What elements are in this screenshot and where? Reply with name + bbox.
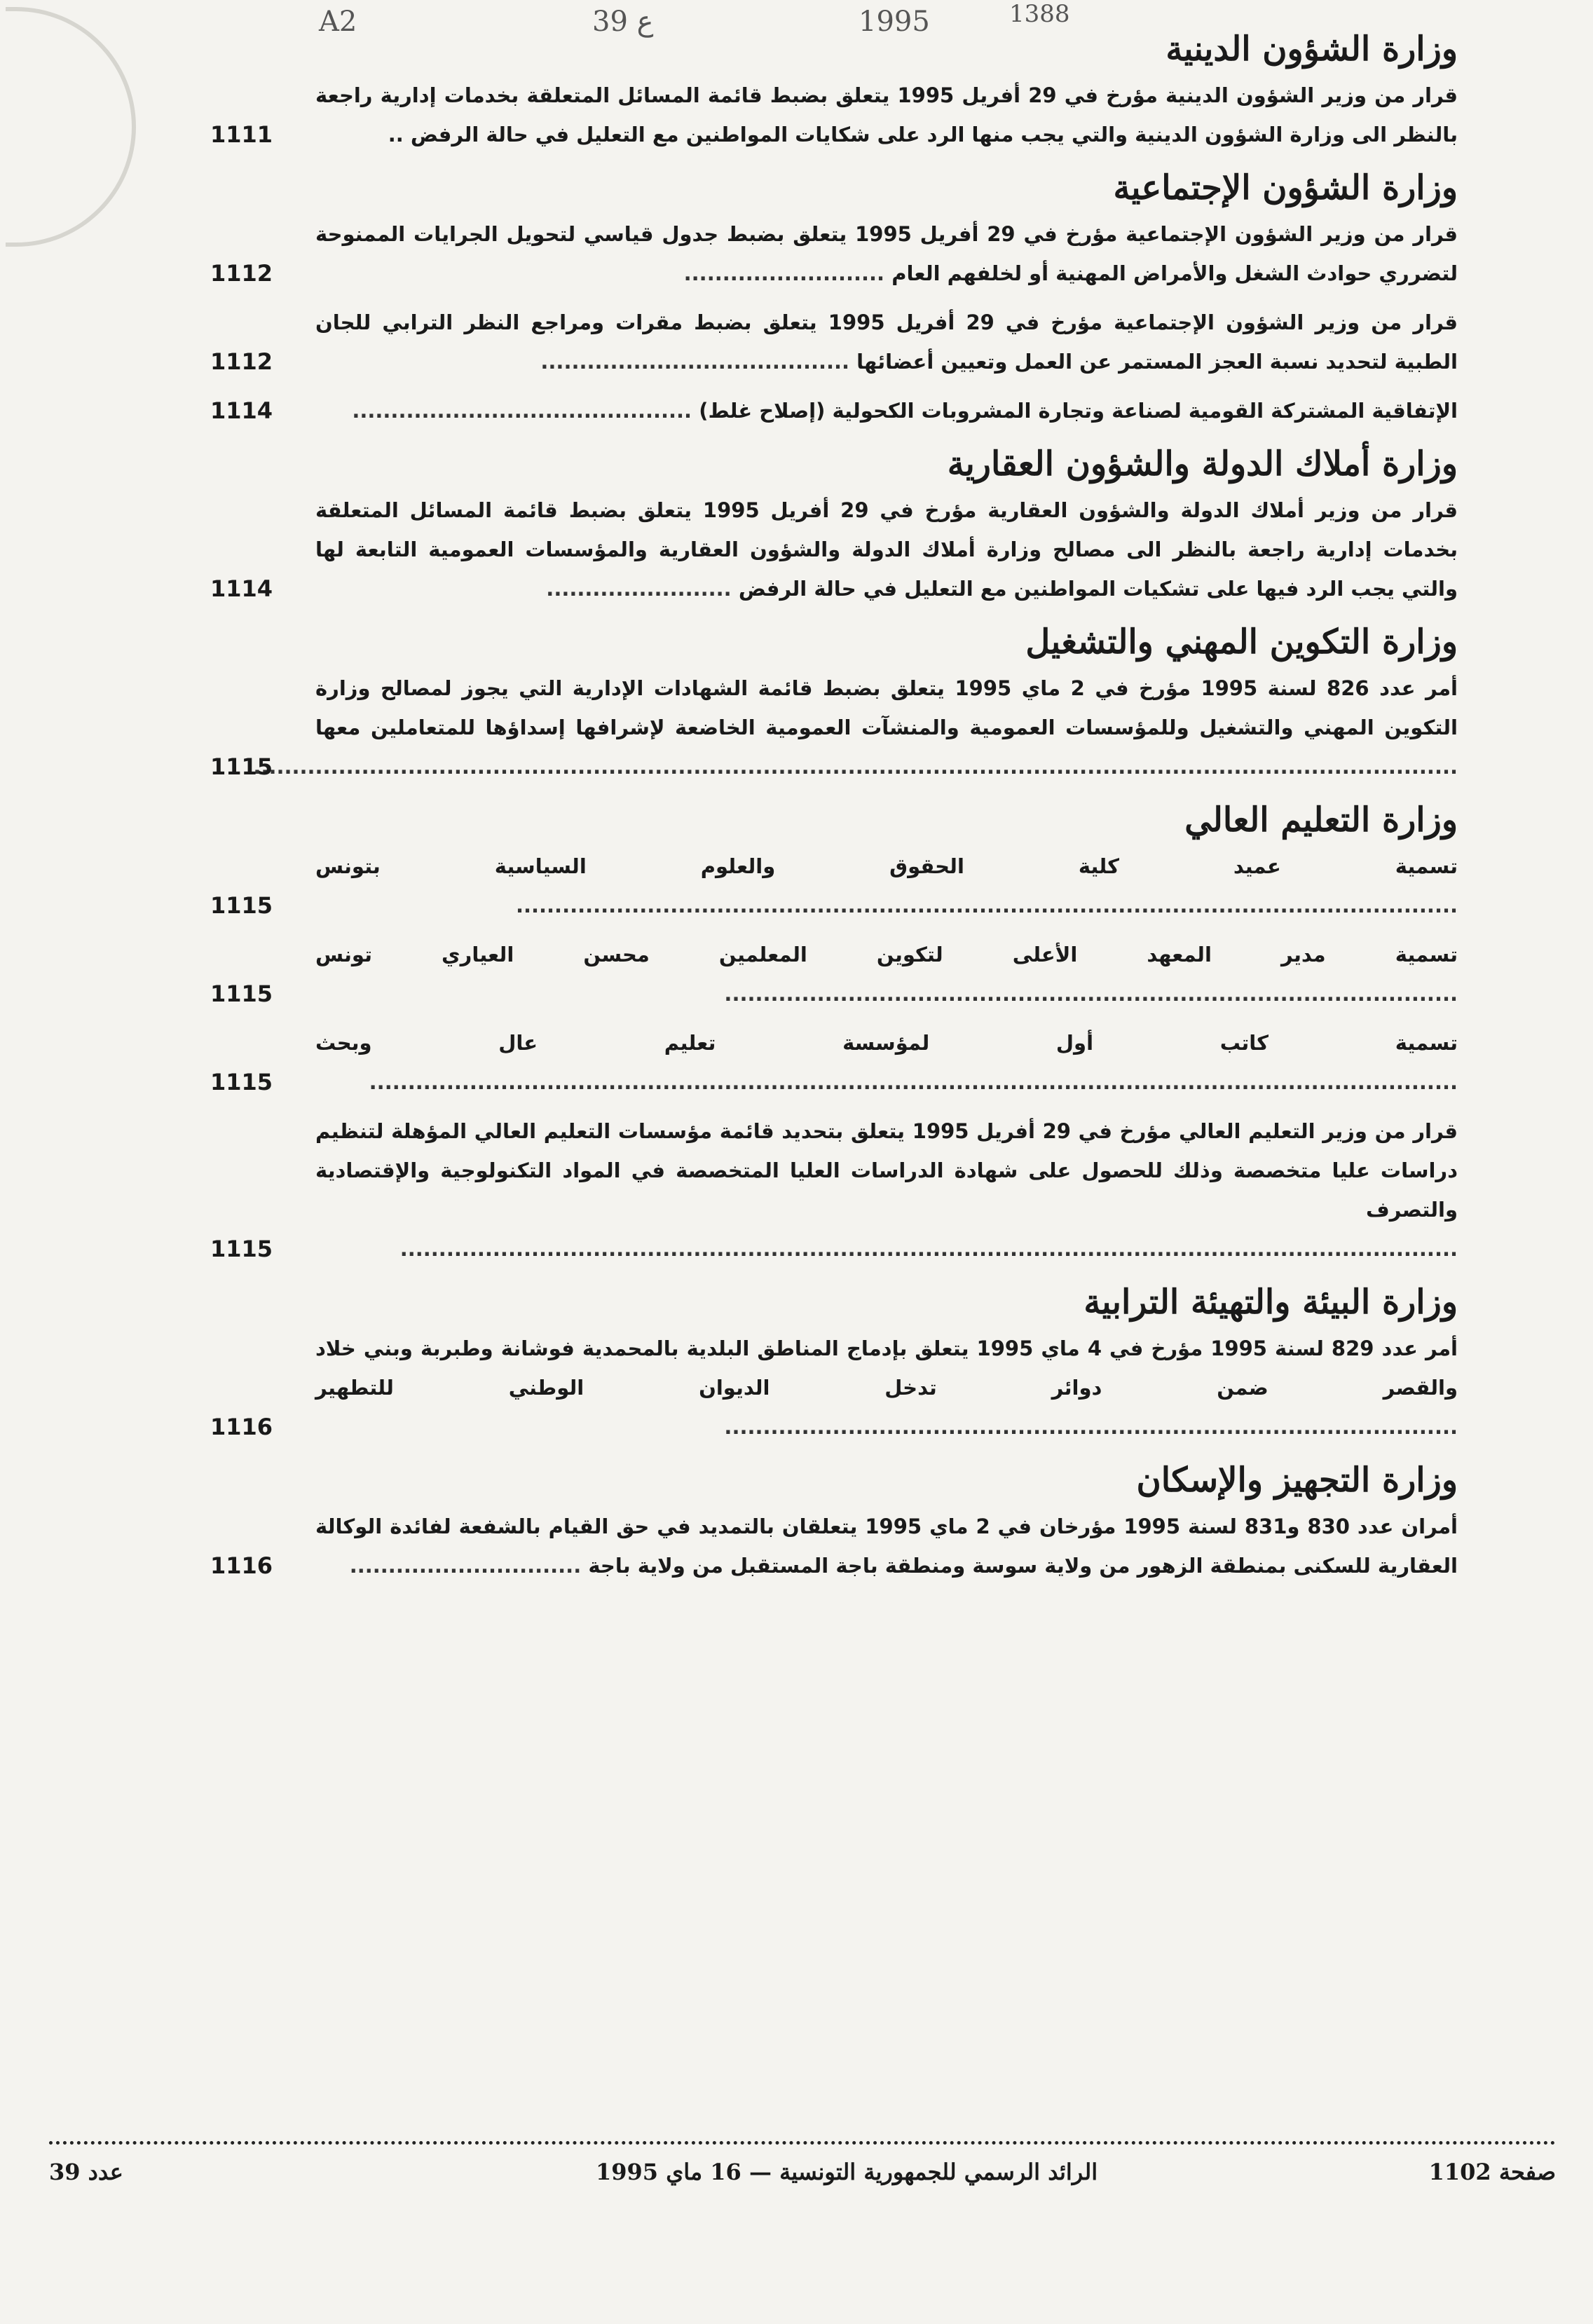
entry-text: قرار من وزير التعليم العالي مؤرخ في 29 أفريل 1995 يتعلق بتحديد قائمة مؤسسات التعليم العالي المؤهلة لتنظيم دراسات عليا متخصصة وذلك للحصول على شهادة الدراسات العليا المتخصصة في المواد التكنولوجية والإقتصادية والتصرف	[315, 1119, 1458, 1222]
entry-page-number: 1114	[210, 397, 273, 424]
leader-dots: ........................................	[540, 350, 850, 374]
footer-divider	[49, 2141, 1556, 2145]
section	[210, 1278, 1458, 1447]
toc-entry	[210, 214, 1458, 293]
footer-journal-title: الرائد الرسمي للجمهورية التونسية — 16 ماي 1995	[596, 2159, 1098, 2185]
entry-page-number: 1115	[210, 1069, 273, 1095]
handwritten-note-c: 1995	[859, 6, 930, 38]
toc-entry	[210, 1112, 1458, 1269]
toc-entry	[210, 391, 1458, 430]
section-heading: وزارة التعليم العالي	[1184, 800, 1458, 840]
entry-text: أمران عدد 830 و831 لسنة 1995 مؤرخان في 2 ماي 1995 يتعلقان بالتمديد في حق القيام بالشفعة لفائدة الوكالة العقارية للسكنى بمنطقة الزهور من ولاية سوسة ومنطقة باجة المستقبل من ولاية باجة	[315, 1515, 1458, 1578]
footer-issue-number: عدد 39	[49, 2159, 123, 2185]
entry-page-number: 1112	[210, 348, 273, 375]
leader-dots: .........................................................................................................................................	[399, 1237, 1458, 1261]
entry-text: قرار من وزير الشؤون الدينية مؤرخ في 29 أفريل 1995 يتعلق بضبط قائمة المسائل المتعلقة بخدمات إدارية راجعة بالنظر الى وزارة الشؤون الدينية والتي يجب منها الرد على شكايات المواطنين مع التعليل في حالة الرفض ..	[315, 83, 1458, 146]
handwritten-note-a: A2	[319, 6, 357, 38]
entry-text: تسمية كاتب أول لمؤسسة تعليم عال وبحث	[315, 1031, 1458, 1055]
entry-text: الإتفاقية المشتركة القومية لصناعة وتجارة المشروبات الكحولية (إصلاح غلط)	[699, 399, 1458, 423]
entry-text: تسمية عميد كلية الحقوق والعلوم السياسية بتونس	[315, 854, 1458, 878]
leader-dots: ........................	[546, 577, 732, 601]
toc-entry	[210, 1329, 1458, 1447]
section-heading: وزارة الشؤون الدينية	[1165, 29, 1458, 69]
entry-page-number: 1112	[210, 260, 273, 287]
section-heading: وزارة التجهيز والإسكان	[1136, 1461, 1458, 1500]
page-footer	[49, 2159, 1556, 2194]
entry-page-number: 1115	[210, 753, 273, 780]
entry-text: قرار من وزير أملاك الدولة والشؤون العقارية مؤرخ في 29 أفريل 1995 يتعلق بضبط قائمة المسائل المتعلقة بخدمات إدارية راجعة بالنظر الى مصالح وزارة أملاك الدولة والشؤون العقارية والمؤسسات العمومية التابعة لها والتي يجب الرد فيها على تشكيات المواطنين مع التعليل في حالة الرفض	[315, 498, 1458, 601]
leader-dots: ...............................................................................................	[724, 982, 1458, 1006]
leader-dots: .............................................................................................................................................	[369, 1070, 1458, 1094]
section	[210, 618, 1458, 786]
entry-text: قرار من وزير الشؤون الإجتماعية مؤرخ في 29 أفريل 1995 يتعلق بضبط مقرات ومراجع النظر الترابي للجان الطبية لتحديد نسبة العجز المستمر عن العمل وتعيين أعضائها	[315, 310, 1458, 374]
entry-text: تسمية مدير المعهد الأعلى لتكوين المعلمين محسن العياري تونس	[315, 943, 1458, 966]
leader-dots: ..............................	[349, 1554, 582, 1578]
toc-entry	[210, 1507, 1458, 1585]
entry-page-number: 1116	[210, 1552, 273, 1579]
entry-page-number: 1115	[210, 1236, 273, 1262]
section	[210, 164, 1458, 430]
entry-page-number: 1116	[210, 1414, 273, 1440]
toc-entry	[210, 303, 1458, 381]
entry-page-number: 1115	[210, 892, 273, 919]
faded-stamp	[6, 7, 136, 247]
toc-entry	[210, 847, 1458, 925]
entry-page-number: 1111	[210, 121, 273, 148]
handwritten-note-b: 39 ع	[592, 6, 654, 38]
section	[210, 1456, 1458, 1585]
section-heading: وزارة الشؤون الإجتماعية	[1113, 168, 1458, 207]
toc-entry	[210, 935, 1458, 1013]
leader-dots: ..........................	[683, 261, 885, 285]
footer-page-number: صفحة 1102	[1428, 2159, 1556, 2185]
entry-text: قرار من وزير الشؤون الإجتماعية مؤرخ في 29 أفريل 1995 يتعلق بضبط جدول قياسي لتحويل الجرايات الممنوحة لتضرري حوادث الشغل والأمراض المهنية أو لخلفهم العام	[315, 222, 1458, 285]
entry-page-number: 1114	[210, 575, 273, 602]
section	[210, 796, 1458, 1269]
toc-entry	[210, 76, 1458, 154]
section-heading: وزارة أملاك الدولة والشؤون العقارية	[947, 444, 1458, 484]
leader-dots: ..........................................................................................................................	[515, 894, 1458, 917]
leader-dots: ............................................................................................................................................................	[253, 755, 1458, 779]
leader-dots: ............................................	[352, 399, 692, 423]
section	[210, 440, 1458, 608]
section-heading: وزارة التكوين المهني والتشغيل	[1025, 622, 1458, 662]
section-heading: وزارة البيئة والتهيئة الترابية	[1083, 1283, 1458, 1322]
entry-page-number: 1115	[210, 980, 273, 1007]
toc-entry	[210, 491, 1458, 608]
section	[210, 25, 1458, 154]
toc-entry	[210, 669, 1458, 786]
table-of-contents	[210, 21, 1458, 1595]
entry-text: أمر عدد 826 لسنة 1995 مؤرخ في 2 ماي 1995 يتعلق بضبط قائمة الشهادات الإدارية التي يجوز لمصالح وزارة التكوين المهني والتشغيل وللمؤسسات العمومية والمنشآت العمومية الخاضعة لإشرافها إسداؤها للمتعاملين معها	[315, 676, 1458, 739]
toc-entry	[210, 1023, 1458, 1102]
handwritten-note-d: 1388	[1009, 0, 1070, 28]
entry-text: أمر عدد 829 لسنة 1995 مؤرخ في 4 ماي 1995 يتعلق بإدماج المناطق البلدية بالمحمدية فوشانة وطبربة وبني خلاد والقصر ضمن دوائر تدخل الديوان الوطني للتطهير	[315, 1337, 1458, 1400]
leader-dots: ...............................................................................................	[724, 1415, 1458, 1439]
